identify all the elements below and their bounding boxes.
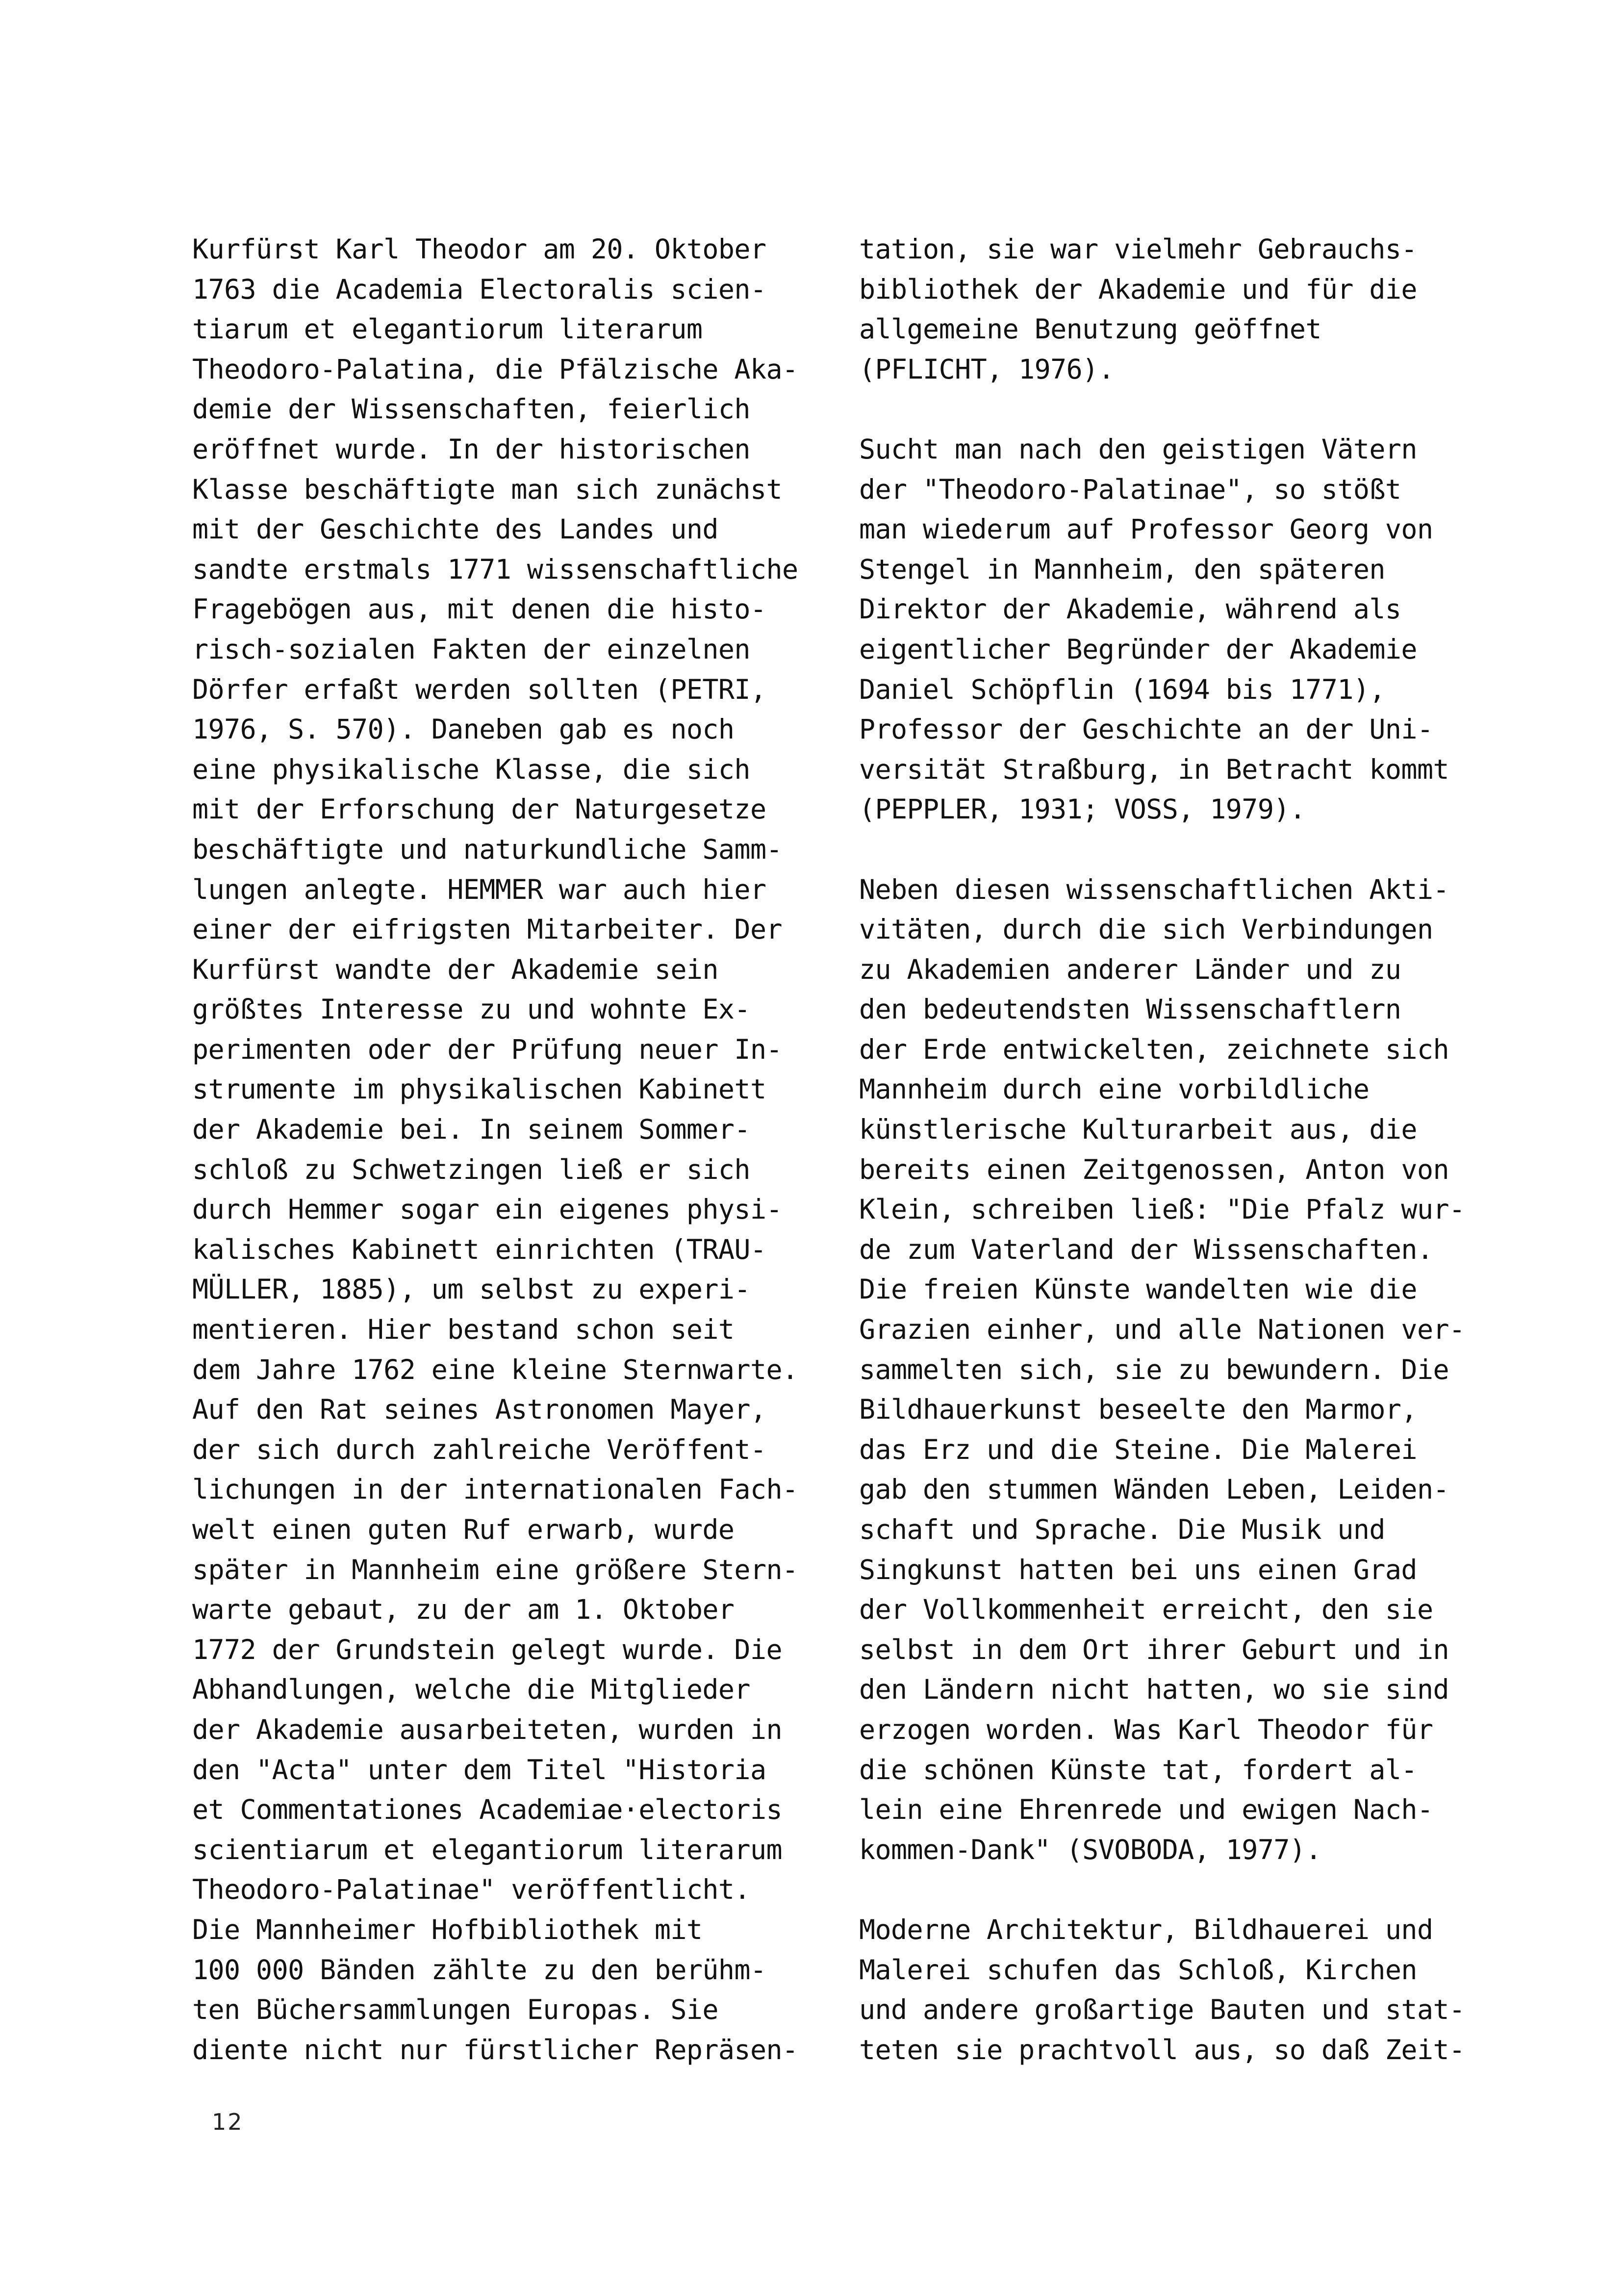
text-line: scientiarum et elegantiorum literarum xyxy=(192,1834,782,1865)
text-line: den Ländern nicht hatten, wo sie sind xyxy=(859,1674,1449,1706)
text-line: dem Jahre 1762 eine kleine Sternwarte. xyxy=(192,1353,798,1385)
text-line: Mannheim durch eine vorbildliche xyxy=(859,1073,1370,1105)
text-line: Kurfürst Karl Theodor am 20. Oktober xyxy=(192,233,766,265)
text-line: Sucht man nach den geistigen Vätern xyxy=(859,433,1417,465)
text-line: künstlerische Kulturarbeit aus, die xyxy=(859,1114,1417,1146)
text-line: mit der Geschichte des Landes und xyxy=(192,513,718,545)
text-line: Klein, schreiben ließ: "Die Pfalz wur- xyxy=(859,1194,1465,1225)
text-line: Bildhauerkunst beseelte den Marmor, xyxy=(859,1394,1417,1426)
text-line: größtes Interesse zu und wohnte Ex- xyxy=(192,994,750,1025)
text-line: Direktor der Akademie, während als xyxy=(859,593,1401,625)
text-line: Stengel in Mannheim, den späteren xyxy=(859,553,1385,585)
right-text-column xyxy=(859,230,1497,2070)
text-line: (PEPPLER, 1931; VOSS, 1979). xyxy=(859,793,1306,825)
text-line: tiarum et elegantiorum literarum xyxy=(192,313,703,345)
text-line: schloß zu Schwetzingen ließ er sich xyxy=(192,1153,750,1185)
paragraph xyxy=(859,870,1497,1870)
text-line: gab den stummen Wänden Leben, Leiden- xyxy=(859,1474,1449,1505)
left-text-column xyxy=(192,230,815,2070)
text-line: kalisches Kabinett einrichten (TRAU- xyxy=(192,1233,766,1265)
text-line: Grazien einher, und alle Nationen ver- xyxy=(859,1314,1465,1346)
text-line: (PFLICHT, 1976). xyxy=(859,353,1115,385)
text-line: der "Theodoro-Palatinae", so stößt xyxy=(859,473,1401,505)
paragraph-gap xyxy=(859,830,1497,870)
page-number: 12 xyxy=(212,2109,244,2135)
text-line: mentieren. Hier bestand schon seit xyxy=(192,1314,735,1346)
text-line: teten sie prachtvoll aus, so daß Zeit- xyxy=(859,2034,1465,2066)
paragraph xyxy=(859,230,1497,389)
text-line: kommen-Dank" (SVOBODA, 1977). xyxy=(859,1834,1321,1865)
text-line: Theodoro-Palatinae" veröffentlicht. xyxy=(192,1874,750,1906)
paragraph-gap xyxy=(859,389,1497,430)
text-line: selbst in dem Ort ihrer Geburt und in xyxy=(859,1633,1449,1665)
text-line: Klasse beschäftigte man sich zunächst xyxy=(192,473,782,505)
text-line: lungen anlegte. HEMMER war auch hier xyxy=(192,873,766,905)
text-line: eigentlicher Begründer der Akademie xyxy=(859,633,1417,665)
text-line: 1772 der Grundstein gelegt wurde. Die xyxy=(192,1633,782,1665)
text-line: Abhandlungen, welche die Mitglieder xyxy=(192,1674,750,1706)
text-line: Kurfürst wandte der Akademie sein xyxy=(192,953,718,985)
text-line: Malerei schufen das Schloß, Kirchen xyxy=(859,1954,1417,1986)
text-line: man wiederum auf Professor Georg von xyxy=(859,513,1433,545)
text-line: 100 000 Bänden zählte zu den berühm- xyxy=(192,1954,766,1986)
text-line: eröffnet wurde. In der historischen xyxy=(192,433,750,465)
text-line: allgemeine Benutzung geöffnet xyxy=(859,313,1321,345)
text-line: der Vollkommenheit erreicht, den sie xyxy=(859,1594,1433,1626)
text-line: Fragebögen aus, mit denen die histo- xyxy=(192,593,766,625)
text-line: Die freien Künste wandelten wie die xyxy=(859,1274,1417,1305)
text-line: mit der Erforschung der Naturgesetze xyxy=(192,793,766,825)
text-line: risch-sozialen Fakten der einzelnen xyxy=(192,633,750,665)
text-line: Moderne Architektur, Bildhauerei und xyxy=(859,1913,1433,1945)
text-line: et Commentationes Academiae·electoris xyxy=(192,1794,782,1826)
text-line: ten Büchersammlungen Europas. Sie xyxy=(192,1994,718,2026)
text-line: Auf den Rat seines Astronomen Mayer, xyxy=(192,1394,766,1426)
text-line: der Erde entwickelten, zeichnete sich xyxy=(859,1033,1449,1065)
text-line: warte gebaut, zu der am 1. Oktober xyxy=(192,1594,735,1626)
text-line: demie der Wissenschaften, feierlich xyxy=(192,393,750,425)
text-line: durch Hemmer sogar ein eigenes physi- xyxy=(192,1194,782,1225)
text-line: lein eine Ehrenrede und ewigen Nach- xyxy=(859,1794,1433,1826)
text-line: tation, sie war vielmehr Gebrauchs- xyxy=(859,233,1417,265)
text-line: beschäftigte und naturkundliche Samm- xyxy=(192,833,782,865)
text-line: der Akademie ausarbeiteten, wurden in xyxy=(192,1713,782,1745)
text-line: den bedeutendsten Wissenschaftlern xyxy=(859,994,1401,1025)
text-line: Daniel Schöpflin (1694 bis 1771), xyxy=(859,673,1385,705)
text-line: strumente im physikalischen Kabinett xyxy=(192,1073,766,1105)
text-line: Neben diesen wissenschaftlichen Akti- xyxy=(859,873,1449,905)
text-line: erzogen worden. Was Karl Theodor für xyxy=(859,1713,1433,1745)
text-line: den "Acta" unter dem Titel "Historia xyxy=(192,1754,766,1785)
text-line: perimenten oder der Prüfung neuer In- xyxy=(192,1033,782,1065)
text-line: de zum Vaterland der Wissenschaften. xyxy=(859,1233,1433,1265)
text-line: eine physikalische Klasse, die sich xyxy=(192,753,750,785)
text-line: sandte erstmals 1771 wissenschaftliche xyxy=(192,553,798,585)
text-line: der Akademie bei. In seinem Sommer- xyxy=(192,1114,750,1146)
paragraph xyxy=(859,1910,1497,2070)
paragraph xyxy=(859,430,1497,830)
text-line: diente nicht nur fürstlicher Repräsen- xyxy=(192,2034,798,2066)
text-line: einer der eifrigsten Mitarbeiter. Der xyxy=(192,914,782,945)
text-line: der sich durch zahlreiche Veröffent- xyxy=(192,1433,766,1465)
text-line: und andere großartige Bauten und stat- xyxy=(859,1994,1465,2026)
text-line: schaft und Sprache. Die Musik und xyxy=(859,1514,1385,1545)
text-line: welt einen guten Ruf erwarb, wurde xyxy=(192,1514,735,1545)
text-line: sammelten sich, sie zu bewundern. Die xyxy=(859,1353,1449,1385)
text-line: Dörfer erfaßt werden sollten (PETRI, xyxy=(192,673,766,705)
text-line: vitäten, durch die sich Verbindungen xyxy=(859,914,1433,945)
text-line: später in Mannheim eine größere Stern- xyxy=(192,1554,798,1585)
text-line: lichungen in der internationalen Fach- xyxy=(192,1474,798,1505)
text-line: Theodoro-Palatina, die Pfälzische Aka- xyxy=(192,353,798,385)
text-line: das Erz und die Steine. Die Malerei xyxy=(859,1433,1417,1465)
text-line: 1763 die Academia Electoralis scien- xyxy=(192,273,766,305)
text-line: Die Mannheimer Hofbibliothek mit xyxy=(192,1913,703,1945)
text-line: Professor der Geschichte an der Uni- xyxy=(859,714,1433,745)
text-line: die schönen Künste tat, fordert al- xyxy=(859,1754,1417,1785)
paragraph-gap xyxy=(859,1870,1497,1910)
text-line: Singkunst hatten bei uns einen Grad xyxy=(859,1554,1417,1585)
text-line: bibliothek der Akademie und für die xyxy=(859,273,1417,305)
text-line: versität Straßburg, in Betracht kommt xyxy=(859,753,1449,785)
text-line: zu Akademien anderer Länder und zu xyxy=(859,953,1401,985)
text-line: bereits einen Zeitgenossen, Anton von xyxy=(859,1153,1449,1185)
text-line: MÜLLER, 1885), um selbst zu experi- xyxy=(192,1274,750,1305)
text-line: 1976, S. 570). Daneben gab es noch xyxy=(192,714,735,745)
